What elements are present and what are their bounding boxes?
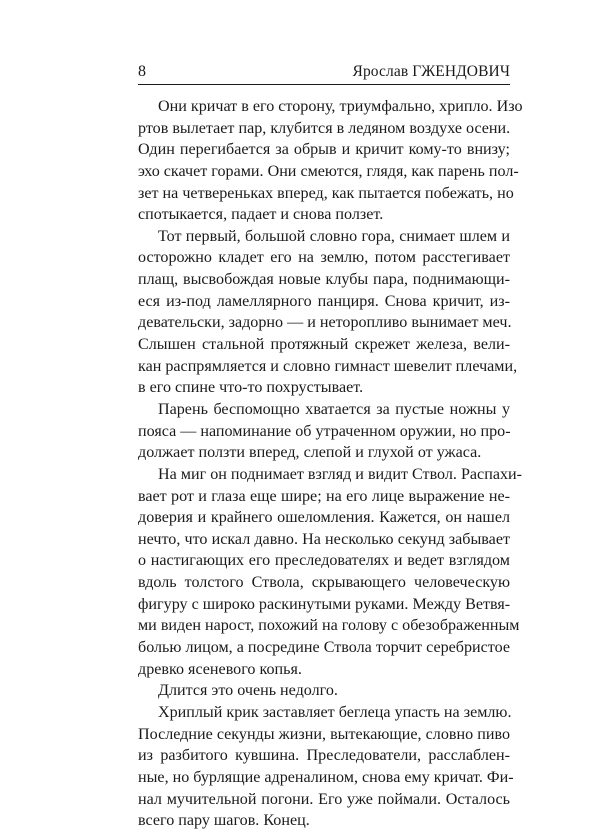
paragraph [138, 226, 518, 399]
text-line: ми виден нарост, похожий на голову с обезображенным [138, 617, 520, 635]
text-line: Последние секунды жизни, вытекающие, словно пиво [138, 725, 510, 743]
paragraph [138, 680, 510, 702]
text-line: плащ, высвобождая новые клубы пара, поднимающи- [138, 271, 510, 289]
text-line: еся из-под ламеллярного панциря. Снова кричит, из- [138, 292, 510, 310]
text-line: должает ползти вперед, слепой и глухой от ужаса. [138, 444, 482, 462]
paragraph [138, 96, 523, 226]
text-line: Один перегибается за обрыв и кричит кому-то внизу; [138, 141, 510, 159]
text-line: Слышен стальной протяжный скрежет железа, вели- [138, 336, 510, 354]
text-line: всего пару шагов. Конец. [138, 812, 310, 830]
text-line: Тот первый, большой словно гора, снимает шлем и [158, 227, 510, 245]
text-line: нал мучительной погони. Его уже поймали. Осталось [138, 790, 510, 808]
text-line: кан распрямляется и словно гимнаст шевелит плечами, [138, 357, 518, 375]
text-line: древко ясеневого копья. [138, 660, 302, 678]
text-line: эхо скачет горами. Они смеются, глядя, как парень пол- [138, 162, 519, 180]
text-line: в его спине что-то похрустывает. [138, 379, 364, 397]
text-line: пояса — напоминание об утраченном оружии, но про- [138, 422, 511, 440]
text-line: доверия и крайнего ошеломления. Кажется, он нашел [138, 509, 510, 527]
page-number: 8 [138, 63, 146, 80]
text-line: о настигающих его преследователях и ведет взглядом [138, 552, 510, 570]
text-line: вает рот и глаза еще шире; на его лице выражение не- [138, 487, 510, 505]
body-text [138, 96, 523, 832]
text-line: Парень беспомощно хватается за пустые ножны у [158, 400, 510, 418]
header-rule [138, 84, 510, 85]
text-line: вдоль толстого Ствола, скрывающего человеческую [138, 574, 510, 592]
text-line: из разбитого кувшина. Преследователи, расслаблен- [138, 747, 510, 765]
text-line: Они кричат в его сторону, триумфально, хрипло. Изо [158, 98, 523, 115]
page-header [138, 60, 510, 82]
text-line: девательски, задорно — и неторопливо вынимает меч. [138, 314, 512, 332]
text-line: зет на четвереньках вперед, как пытается побежать, но [138, 184, 514, 202]
text-line: ные, но бурлящие адреналином, снова ему кричат. Фи- [138, 768, 514, 786]
text-line: ртов вылетает пар, клубится в ледяном воздухе осени. [138, 119, 511, 137]
paragraph [138, 399, 510, 464]
text-line: осторожно кладет его на землю, потом расстегивает [138, 249, 510, 267]
running-title: Ярослав ГЖЕНДОВИЧ [352, 63, 510, 80]
paragraph [138, 702, 514, 832]
text-line: нечто, что искал давно. На несколько секунд забывает [138, 530, 510, 548]
text-line: спотыкается, падает и снова ползет. [138, 206, 384, 224]
text-line: фигуру с широко раскинутыми руками. Между Ветвя- [138, 595, 511, 613]
text-line: На миг он поднимает взгляд и видит Ствол. Распахи- [158, 465, 522, 483]
paragraph [138, 464, 522, 680]
text-line: Хриплый крик заставляет беглеца упасть на землю. [158, 703, 512, 721]
text-line: болью лицом, а посредине Ствола торчит серебристое [138, 639, 510, 657]
text-line: Длится это очень недолго. [158, 682, 338, 700]
